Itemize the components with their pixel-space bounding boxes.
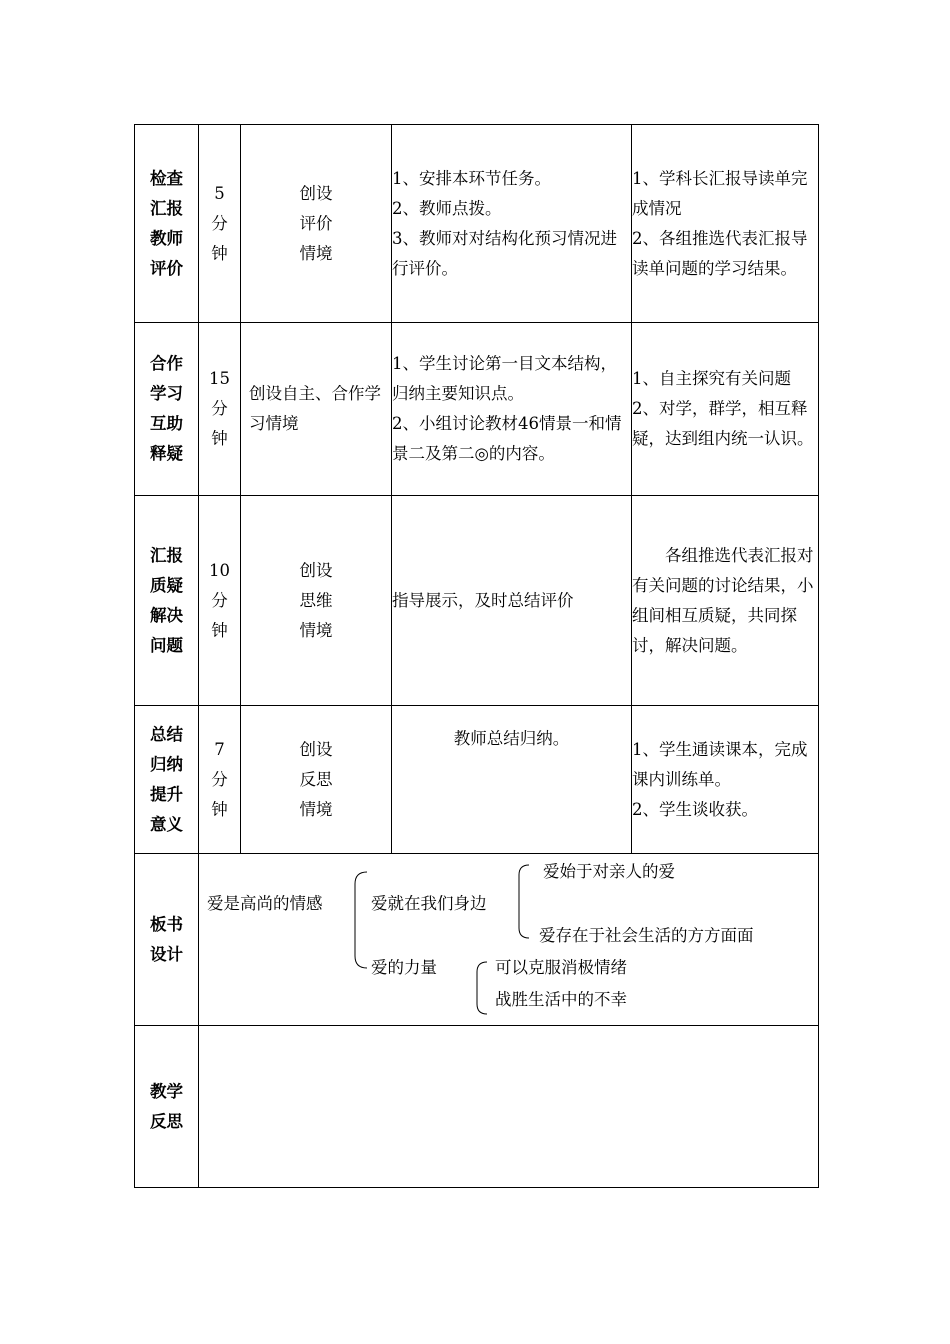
teacher-activity-cell: 1、学生讨论第一目文本结构，归纳主要知识点。 2、小组讨论教材46情景一和情景二及第二◎的内容。 [392, 323, 632, 496]
student-activity-cell: 1、学生通读课本，完成课内训练单。 2、学生谈收获。 [632, 706, 819, 854]
method-cell: 创设 评价 情境 [241, 125, 392, 323]
lesson-plan-table [134, 124, 819, 1188]
student-activity-cell: 各组推选代表汇报对有关问题的讨论结果，小组间相互质疑，共同探讨，解决问题。 [632, 496, 819, 706]
time-cell: 5 分 钟 [199, 125, 241, 323]
stage-cell: 检查 汇报 教师 评价 [135, 125, 199, 323]
teacher-activity-cell: 教师总结归纳。 [392, 706, 632, 854]
board-leaf-2b: 战胜生活中的不幸 [495, 990, 627, 1009]
board-diagram [199, 854, 818, 1024]
board-design-row [135, 854, 819, 1026]
teacher-activity-cell: 指导展示，及时总结评价 [392, 496, 632, 706]
method-cell: 创设 反思 情境 [241, 706, 392, 854]
stage-cell: 合作 学习 互助 释疑 [135, 323, 199, 496]
student-activity-cell: 1、自主探究有关问题 2、对学，群学，相互释疑，达到组内统一认识。 [632, 323, 819, 496]
time-cell: 7 分 钟 [199, 706, 241, 854]
time-cell: 10 分 钟 [199, 496, 241, 706]
board-leaf-2a: 可以克服消极情绪 [495, 958, 627, 977]
board-branch-1: 爱就在我们身边 [371, 894, 487, 913]
bracket-branch2 [477, 962, 487, 1014]
table-row [135, 125, 819, 323]
method-cell: 创设自主、合作学习情境 [241, 323, 392, 496]
table-row [135, 496, 819, 706]
board-root: 爱是高尚的情感 [207, 894, 323, 913]
board-design-label: 板书 设计 [135, 854, 199, 1026]
reflection-label: 教学 反思 [135, 1026, 199, 1188]
stage-cell: 总结 归纳 提升 意义 [135, 706, 199, 854]
stage-cell: 汇报 质疑 解决 问题 [135, 496, 199, 706]
bracket-main [355, 872, 367, 968]
board-design-content [199, 854, 819, 1026]
reflection-row [135, 1026, 819, 1188]
board-leaf-1b: 爱存在于社会生活的方方面面 [539, 926, 754, 945]
time-cell: 15 分 钟 [199, 323, 241, 496]
teacher-activity-cell: 1、安排本环节任务。 2、教师点拨。 3、教师对对结构化预习情况进行评价。 [392, 125, 632, 323]
board-branch-2: 爱的力量 [371, 958, 437, 977]
table-row [135, 706, 819, 854]
table-row [135, 323, 819, 496]
reflection-content [199, 1026, 819, 1188]
board-leaf-1a: 爱始于对亲人的爱 [543, 862, 675, 881]
bracket-branch1 [519, 865, 529, 938]
student-activity-cell: 1、学科长汇报导读单完成情况 2、各组推选代表汇报导读单问题的学习结果。 [632, 125, 819, 323]
method-cell: 创设 思维 情境 [241, 496, 392, 706]
